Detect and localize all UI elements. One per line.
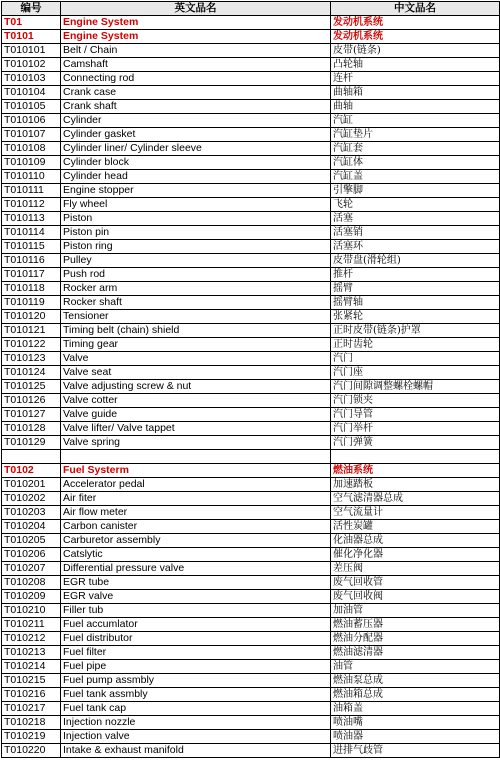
english-name-cell: Air fiter	[61, 492, 331, 506]
table-row	[2, 282, 500, 296]
part-code-cell: T010214	[2, 660, 61, 674]
table-row	[2, 744, 500, 758]
english-name-cell: Camshaft	[61, 58, 331, 72]
english-name-cell: Pulley	[61, 254, 331, 268]
part-code-cell	[2, 450, 61, 464]
english-name-cell: Cylinder block	[61, 156, 331, 170]
chinese-name-cell: 汽缸体	[331, 156, 500, 170]
chinese-name-cell: 汽门	[331, 352, 500, 366]
chinese-name-cell: 汽缸	[331, 114, 500, 128]
chinese-name-cell: 正时皮带(链条)护罩	[331, 324, 500, 338]
table-row	[2, 380, 500, 394]
part-code-cell: T010127	[2, 408, 61, 422]
table-row	[2, 296, 500, 310]
part-code-cell: T010120	[2, 310, 61, 324]
chinese-name-cell: 摇臂	[331, 282, 500, 296]
part-code-cell: T010216	[2, 688, 61, 702]
chinese-name-cell: 汽缸垫片	[331, 128, 500, 142]
english-name-cell: Catslytic	[61, 548, 331, 562]
english-name-cell: Fuel pipe	[61, 660, 331, 674]
part-code-cell: T010102	[2, 58, 61, 72]
english-name-cell: Filler tub	[61, 604, 331, 618]
part-code-cell: T010112	[2, 198, 61, 212]
table-row	[2, 394, 500, 408]
part-code-cell: T010207	[2, 562, 61, 576]
table-row	[2, 590, 500, 604]
part-code-cell: T010115	[2, 240, 61, 254]
chinese-name-cell: 燃油泵总成	[331, 674, 500, 688]
part-code-cell: T010118	[2, 282, 61, 296]
table-row	[2, 72, 500, 86]
english-name-cell: Piston ring	[61, 240, 331, 254]
english-name-cell: Rocker shaft	[61, 296, 331, 310]
chinese-name-cell: 喷油器	[331, 730, 500, 744]
part-code-cell: T010211	[2, 618, 61, 632]
chinese-name-cell: 飞轮	[331, 198, 500, 212]
part-code-cell: T010202	[2, 492, 61, 506]
table-row	[2, 674, 500, 688]
english-name-cell: Engine stopper	[61, 184, 331, 198]
english-name-cell: EGR valve	[61, 590, 331, 604]
chinese-name-cell: 加速踏板	[331, 478, 500, 492]
english-name-cell: Injection nozzle	[61, 716, 331, 730]
part-code-cell: T010208	[2, 576, 61, 590]
table-row	[2, 632, 500, 646]
english-name-cell: Fuel tank assmbly	[61, 688, 331, 702]
table-row	[2, 646, 500, 660]
chinese-name-cell: 进排气歧管	[331, 744, 500, 758]
english-name-cell: Fuel pump assmbly	[61, 674, 331, 688]
table-row	[2, 44, 500, 58]
part-code-cell: T010213	[2, 646, 61, 660]
part-code-cell: T0102	[2, 464, 61, 478]
chinese-name-cell: 油管	[331, 660, 500, 674]
chinese-name-cell: 发动机系统	[331, 16, 500, 30]
part-code-cell: T01	[2, 16, 61, 30]
table-row	[2, 730, 500, 744]
english-name-cell: Valve	[61, 352, 331, 366]
english-name-cell: Accelerator pedal	[61, 478, 331, 492]
part-code-cell: T010122	[2, 338, 61, 352]
table-row	[2, 548, 500, 562]
part-code-cell: T010126	[2, 394, 61, 408]
table-row	[2, 366, 500, 380]
part-code-cell: T010101	[2, 44, 61, 58]
chinese-name-cell: 废气回收管	[331, 576, 500, 590]
table-row	[2, 604, 500, 618]
part-code-cell: T010124	[2, 366, 61, 380]
table-row	[2, 618, 500, 632]
table-row	[2, 324, 500, 338]
chinese-name-cell: 差压阀	[331, 562, 500, 576]
part-code-cell: T010215	[2, 674, 61, 688]
header-english-name: 英文品名	[61, 2, 331, 16]
english-name-cell: Valve seat	[61, 366, 331, 380]
english-name-cell: Fly wheel	[61, 198, 331, 212]
part-code-cell: T010116	[2, 254, 61, 268]
chinese-name-cell: 皮带(链条)	[331, 44, 500, 58]
table-row	[2, 422, 500, 436]
table-row	[2, 254, 500, 268]
table-row	[2, 338, 500, 352]
english-name-cell: Injection valve	[61, 730, 331, 744]
english-name-cell: Valve guide	[61, 408, 331, 422]
chinese-name-cell: 皮带盘(滑轮组)	[331, 254, 500, 268]
chinese-name-cell: 汽缸套	[331, 142, 500, 156]
table-row	[2, 114, 500, 128]
chinese-name-cell: 发动机系统	[331, 30, 500, 44]
table-row	[2, 156, 500, 170]
chinese-name-cell: 推杆	[331, 268, 500, 282]
chinese-name-cell: 引擎脚	[331, 184, 500, 198]
english-name-cell: Cylinder gasket	[61, 128, 331, 142]
chinese-name-cell: 摇臂轴	[331, 296, 500, 310]
english-name-cell: Rocker arm	[61, 282, 331, 296]
part-code-cell: T010217	[2, 702, 61, 716]
section-row	[2, 16, 500, 30]
english-name-cell: Cylinder head	[61, 170, 331, 184]
blank-row	[2, 450, 500, 464]
table-row	[2, 352, 500, 366]
table-row	[2, 562, 500, 576]
part-code-cell: T010204	[2, 520, 61, 534]
english-name-cell: Crank case	[61, 86, 331, 100]
chinese-name-cell: 曲轴	[331, 100, 500, 114]
english-name-cell: Valve cotter	[61, 394, 331, 408]
table-row	[2, 170, 500, 184]
table-row	[2, 702, 500, 716]
english-name-cell: Differential pressure valve	[61, 562, 331, 576]
english-name-cell: Push rod	[61, 268, 331, 282]
chinese-name-cell: 燃油箱总成	[331, 688, 500, 702]
english-name-cell: Tensioner	[61, 310, 331, 324]
part-code-cell: T010107	[2, 128, 61, 142]
english-name-cell: Connecting rod	[61, 72, 331, 86]
section-row	[2, 464, 500, 478]
table-row	[2, 408, 500, 422]
english-name-cell: Valve spring	[61, 436, 331, 450]
english-name-cell: Fuel Systerm	[61, 464, 331, 478]
chinese-name-cell: 废气回收阀	[331, 590, 500, 604]
table-row	[2, 716, 500, 730]
english-name-cell: Fuel distributor	[61, 632, 331, 646]
chinese-name-cell	[331, 450, 500, 464]
table-body	[2, 16, 500, 758]
english-name-cell: Belt / Chain	[61, 44, 331, 58]
part-code-cell: T010125	[2, 380, 61, 394]
table-row	[2, 492, 500, 506]
table-row	[2, 478, 500, 492]
english-name-cell: Carburetor assembly	[61, 534, 331, 548]
table-row	[2, 688, 500, 702]
chinese-name-cell: 加油管	[331, 604, 500, 618]
chinese-name-cell: 汽门弹簧	[331, 436, 500, 450]
header-chinese-name: 中文品名	[331, 2, 500, 16]
part-code-cell: T010205	[2, 534, 61, 548]
chinese-name-cell: 活性炭罐	[331, 520, 500, 534]
chinese-name-cell: 空气滤清器总成	[331, 492, 500, 506]
header-code: 编号	[2, 2, 61, 16]
table-header-row	[2, 2, 500, 16]
table-row	[2, 240, 500, 254]
part-code-cell: T010210	[2, 604, 61, 618]
part-code-cell: T010219	[2, 730, 61, 744]
part-code-cell: T010206	[2, 548, 61, 562]
section-row	[2, 30, 500, 44]
chinese-name-cell: 汽门座	[331, 366, 500, 380]
table-row	[2, 58, 500, 72]
part-code-cell: T010104	[2, 86, 61, 100]
table-row	[2, 226, 500, 240]
part-code-cell: T010106	[2, 114, 61, 128]
english-name-cell: Cylinder	[61, 114, 331, 128]
english-name-cell: EGR tube	[61, 576, 331, 590]
chinese-name-cell: 汽门锁夹	[331, 394, 500, 408]
chinese-name-cell: 曲轴箱	[331, 86, 500, 100]
part-code-cell: T010128	[2, 422, 61, 436]
chinese-name-cell: 催化净化器	[331, 548, 500, 562]
english-name-cell: Fuel accumlator	[61, 618, 331, 632]
table-row	[2, 660, 500, 674]
chinese-name-cell: 凸轮轴	[331, 58, 500, 72]
chinese-name-cell: 燃油蓄压器	[331, 618, 500, 632]
table-row	[2, 436, 500, 450]
part-code-cell: T010121	[2, 324, 61, 338]
english-name-cell	[61, 450, 331, 464]
table-row	[2, 506, 500, 520]
english-name-cell: Timing belt (chain) shield	[61, 324, 331, 338]
part-code-cell: T010103	[2, 72, 61, 86]
chinese-name-cell: 燃油系统	[331, 464, 500, 478]
english-name-cell: Intake & exhaust manifold	[61, 744, 331, 758]
table-row	[2, 310, 500, 324]
chinese-name-cell: 空气流量计	[331, 506, 500, 520]
chinese-name-cell: 化油器总成	[331, 534, 500, 548]
english-name-cell: Engine System	[61, 16, 331, 30]
part-code-cell: T010114	[2, 226, 61, 240]
chinese-name-cell: 汽门间隙调整螺栓螺帽	[331, 380, 500, 394]
table-row	[2, 212, 500, 226]
chinese-name-cell: 活塞环	[331, 240, 500, 254]
chinese-name-cell: 喷油嘴	[331, 716, 500, 730]
english-name-cell: Piston pin	[61, 226, 331, 240]
parts-table	[1, 1, 500, 758]
part-code-cell: T010119	[2, 296, 61, 310]
english-name-cell: Carbon canister	[61, 520, 331, 534]
table-row	[2, 142, 500, 156]
table-row	[2, 198, 500, 212]
chinese-name-cell: 活塞	[331, 212, 500, 226]
table-row	[2, 86, 500, 100]
part-code-cell: T010220	[2, 744, 61, 758]
table-row	[2, 534, 500, 548]
part-code-cell: T010129	[2, 436, 61, 450]
english-name-cell: Valve lifter/ Valve tappet	[61, 422, 331, 436]
english-name-cell: Air flow meter	[61, 506, 331, 520]
part-code-cell: T010203	[2, 506, 61, 520]
part-code-cell: T0101	[2, 30, 61, 44]
table-row	[2, 100, 500, 114]
part-code-cell: T010110	[2, 170, 61, 184]
chinese-name-cell: 连杆	[331, 72, 500, 86]
table-row	[2, 268, 500, 282]
part-code-cell: T010108	[2, 142, 61, 156]
part-code-cell: T010209	[2, 590, 61, 604]
part-code-cell: T010113	[2, 212, 61, 226]
english-name-cell: Fuel tank cap	[61, 702, 331, 716]
chinese-name-cell: 活塞销	[331, 226, 500, 240]
chinese-name-cell: 油箱盖	[331, 702, 500, 716]
part-code-cell: T010109	[2, 156, 61, 170]
part-code-cell: T010123	[2, 352, 61, 366]
table-row	[2, 520, 500, 534]
chinese-name-cell: 燃油滤清器	[331, 646, 500, 660]
chinese-name-cell: 汽门举杆	[331, 422, 500, 436]
table-row	[2, 128, 500, 142]
table-row	[2, 184, 500, 198]
chinese-name-cell: 正时齿轮	[331, 338, 500, 352]
english-name-cell: Timing gear	[61, 338, 331, 352]
english-name-cell: Fuel filter	[61, 646, 331, 660]
english-name-cell: Engine System	[61, 30, 331, 44]
english-name-cell: Crank shaft	[61, 100, 331, 114]
table-row	[2, 576, 500, 590]
chinese-name-cell: 汽门导管	[331, 408, 500, 422]
part-code-cell: T010105	[2, 100, 61, 114]
english-name-cell: Valve adjusting screw & nut	[61, 380, 331, 394]
part-code-cell: T010111	[2, 184, 61, 198]
part-code-cell: T010117	[2, 268, 61, 282]
part-code-cell: T010212	[2, 632, 61, 646]
part-code-cell: T010201	[2, 478, 61, 492]
chinese-name-cell: 汽缸盖	[331, 170, 500, 184]
chinese-name-cell: 燃油分配器	[331, 632, 500, 646]
english-name-cell: Cylinder liner/ Cylinder sleeve	[61, 142, 331, 156]
english-name-cell: Piston	[61, 212, 331, 226]
chinese-name-cell: 张紧轮	[331, 310, 500, 324]
part-code-cell: T010218	[2, 716, 61, 730]
